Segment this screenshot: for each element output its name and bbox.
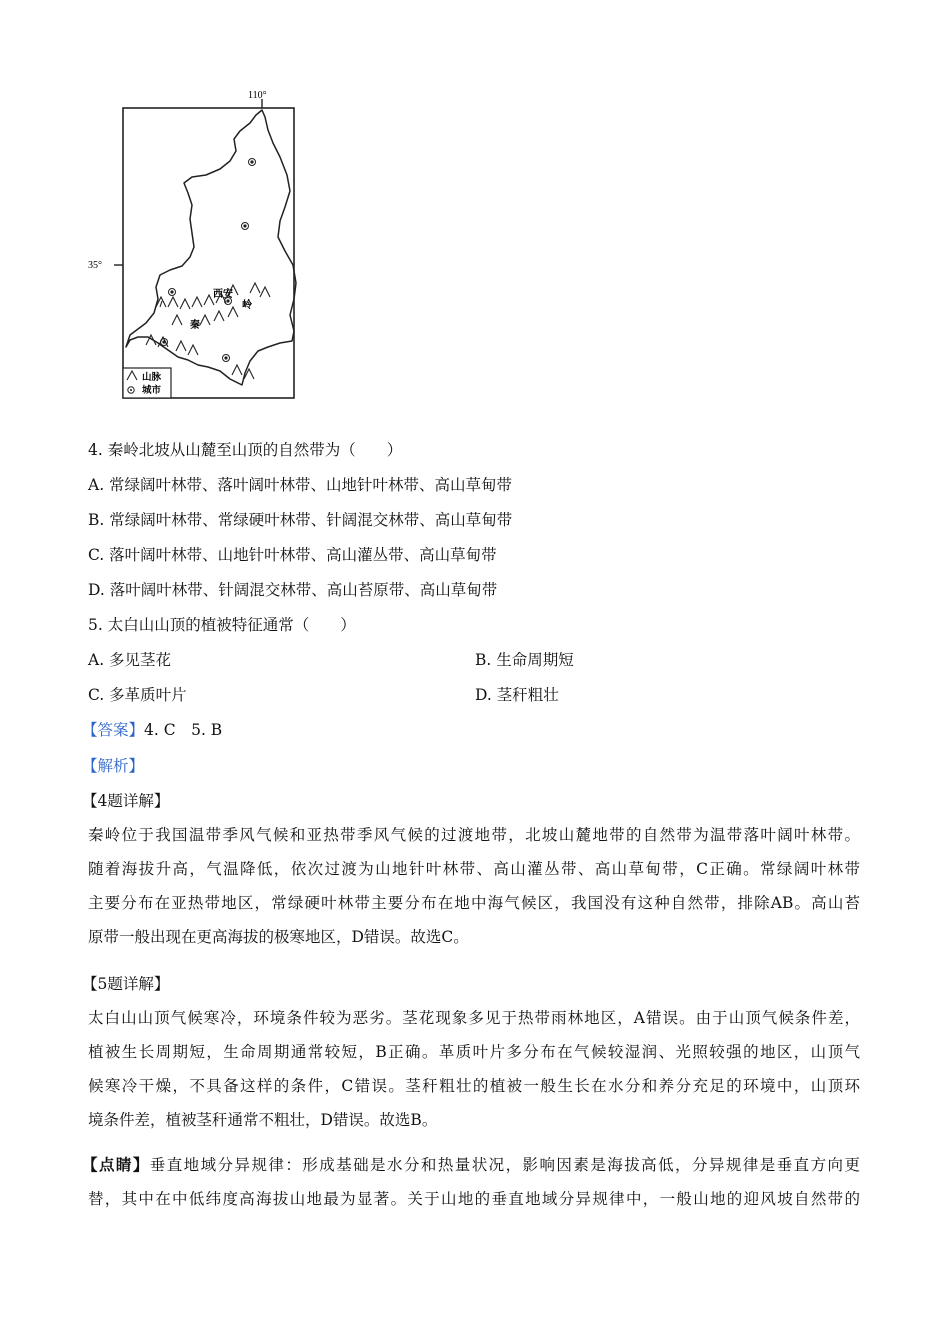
q5-option-c: C. 多革质叶片 [88,686,187,704]
point-text-1: 垂直地域分异规律：形成基础是水分和热量状况，影响因素是海拔高低，分异规律是垂直方向更 [149,1156,860,1174]
detail5-line: 植被生长周期短，生命周期通常较短，B正确。革质叶片多分布在气候较湿润、光照较强的地区，山顶气 [88,1043,860,1061]
legend-city-label: 城市 [142,385,162,396]
map-frame [123,108,294,398]
answer-line [82,720,222,740]
city-label-xian: 西安 [213,289,233,300]
detail4-paragraph [88,818,860,954]
q5-option-a: A. 多见茎花 [88,651,172,669]
q4-option-c: C. 落叶阔叶林带、山地针叶林带、高山灌丛带、高山草甸带 [88,546,497,564]
detail4-title: 【4题详解】 [82,792,170,810]
q4-stem: 4. 秦岭北坡从山麓至山顶的自然带为（ ） [88,441,403,459]
q4-option-a: A. 常绿阔叶林带、落叶阔叶林带、山地针叶林带、高山草甸带 [88,476,513,494]
point-line-1 [82,1148,860,1182]
shaanxi-map-figure [80,85,310,405]
q4-option-b: B. 常绿阔叶林带、常绿硬叶林带、针阔混交林带、高山草甸带 [88,511,513,529]
q5-stem: 5. 太白山山顶的植被特征通常（ ） [88,616,356,634]
detail5-title: 【5题详解】 [82,975,170,993]
detail4-line: 随着海拔升高，气温降低，依次过渡为山地针叶林带、高山灌丛带、高山草甸带，C正确。常绿阔叶林带 [88,860,860,878]
detail5-line: 境条件差，植被茎秆通常不粗壮，D错误。故选B。 [88,1111,438,1129]
q5-option-b: B. 生命周期短 [475,651,574,669]
mountain-symbols [146,283,270,379]
answer-tag: 【答案】 [82,721,145,739]
q5-option-d: D. 茎秆粗壮 [475,686,559,704]
detail4-line: 原带一般出现在更高海拔的极寒地区，D错误。故选C。 [88,928,469,946]
point-paragraph [82,1148,860,1216]
detail5-line: 候寒冷干燥，不具备这样的条件，C错误。茎秆粗壮的植被一般生长在水分和养分充足的环境中，山顶环 [88,1077,860,1095]
range-label-ling: 岭 [242,300,252,311]
detail5-line: 太白山山顶气候寒冷，环境条件较为恶劣。茎花现象多见于热带雨林地区，A错误。由于山顶气候条件差， [88,1009,860,1027]
province-outline [126,110,296,385]
analysis-tag: 【解析】 [82,757,145,775]
detail4-line: 秦岭位于我国温带季风气候和亚热带季风气候的过渡地带，北坡山麓地带的自然带为温带落叶阔叶林带。 [88,826,860,844]
point-line-2: 替，其中在中低纬度高海拔山地最为显著。关于山地的垂直地域分异规律中，一般山地的迎风坡自然带的 [88,1190,860,1208]
longitude-label: 110° [248,90,267,101]
legend-mountain-label: 山脉 [142,372,162,383]
detail4-line: 主要分布在亚热带地区，常绿硬叶林带主要分布在地中海气候区，我国没有这种自然带，排除AB。高山苔 [88,894,860,912]
q4-option-d: D. 落叶阔叶林带、针阔混交林带、高山苔原带、高山草甸带 [88,581,498,599]
range-label-qin: 秦 [190,320,200,331]
point-title: 【点睛】 [82,1155,150,1174]
answer-text: 4. C 5. B [144,721,223,739]
latitude-label: 35° [88,260,102,271]
detail5-paragraph [88,1001,860,1137]
city-markers [161,159,256,362]
